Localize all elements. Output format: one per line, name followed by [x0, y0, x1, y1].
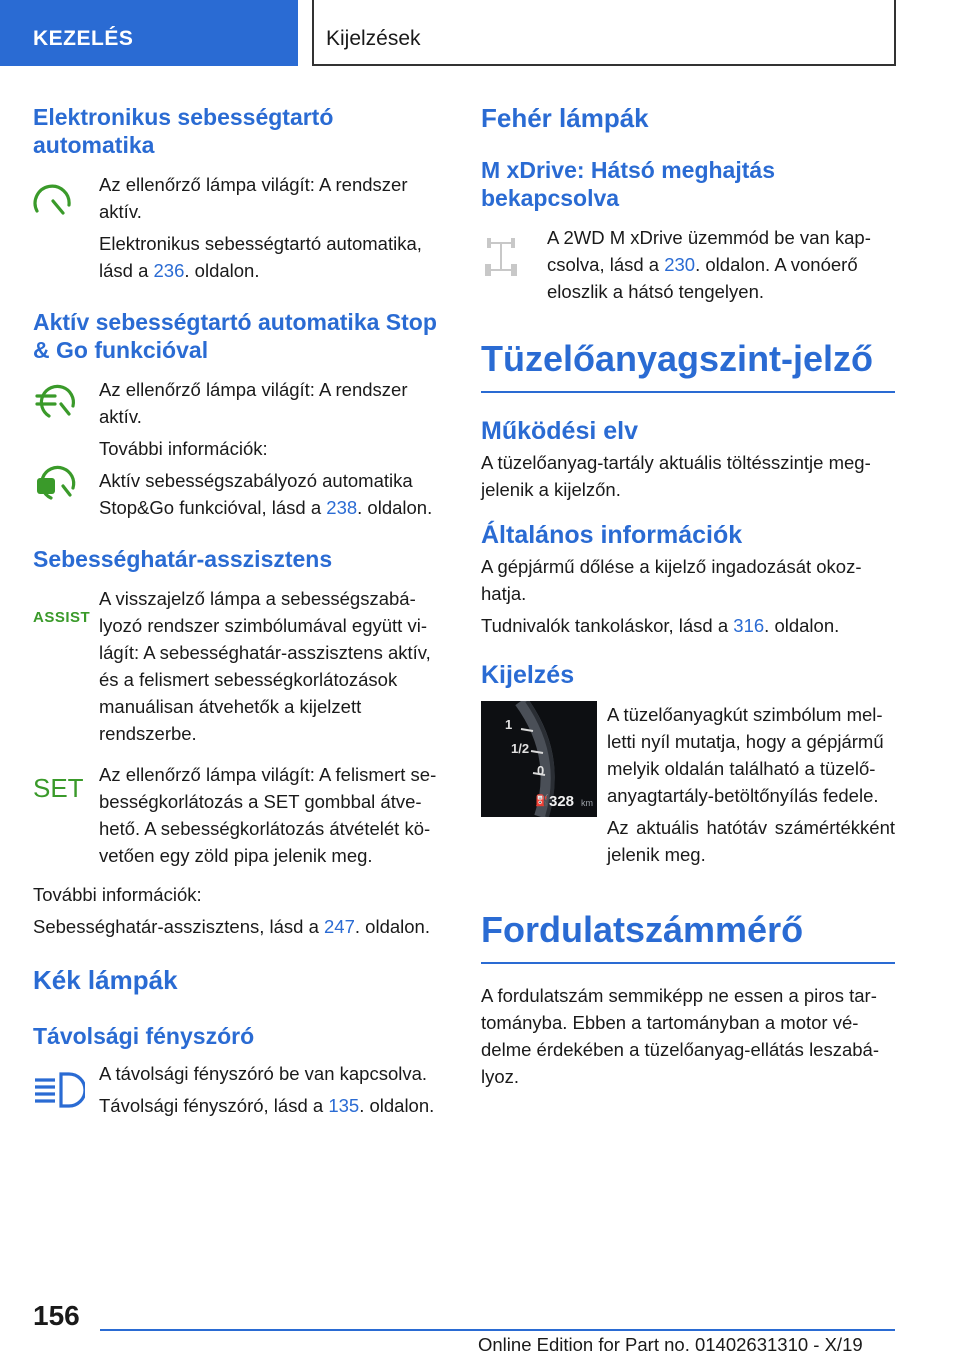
heading-general-info: Általános információk [481, 521, 743, 549]
high-beam-icon [33, 1070, 85, 1110]
set-text: Az ellenőrző lámpa világít: A felismert sebességkorlátozás a SET gombbal átvehető. A sebességkorlátozás átvételét követően egy zöld pipa jelenik meg. [99, 764, 437, 866]
display-text: A tüzelőanyagkút szimbólum melletti nyíl mutatja, hogy a gépjármű melyik oldalán található a tüzelőanyagtartály-betöltőnyílás fedele. [607, 704, 884, 806]
rear-drive-icon [481, 234, 521, 280]
page-link-135[interactable]: 135 [328, 1095, 360, 1116]
xdrive-block [481, 224, 895, 305]
gauge-range: 328 [549, 793, 575, 810]
heading-display: Kijelzés [481, 661, 575, 689]
range-text: Az aktuális hatótáv számértékként jelenik meg. [607, 817, 895, 865]
general-info-text: A gépjármű dőlése a kijelző ingadozását okozhatja. [481, 556, 862, 604]
fuel-pump-icon: ⛽ [535, 795, 549, 807]
heading-tachometer: Fordulatszámmérő [481, 908, 895, 964]
heading-fuel-gauge: Tüzelőanyagszint-jelző [481, 337, 895, 393]
high-beam-ref: Távolsági fényszóró, lásd a 135. oldalon. [99, 1095, 435, 1116]
page-link-236[interactable]: 236 [153, 260, 185, 281]
heading-xdrive: M xDrive: Hátsó meghajtás bekapcsolva [481, 157, 775, 211]
heading-high-beam: Távolsági fényszóró [33, 1023, 255, 1049]
right-column [481, 100, 895, 1090]
edition-info: Online Edition for Part no. 01402631310 - X/19 [478, 1334, 863, 1355]
high-beam-text: A távolsági fényszóró be van kapcsolva. [99, 1063, 428, 1084]
section-title: KEZELÉS [33, 27, 134, 50]
set-block [33, 761, 438, 869]
gauge-mark-half: 1/2 [511, 741, 530, 756]
heading-acc-stop-go: Aktív sebességtartó automatika Stop & Go funkcióval [33, 309, 437, 363]
cruise-control-icon [33, 181, 73, 221]
page-link-316[interactable]: 316 [733, 615, 765, 636]
cruise-control-text: Az ellenőrző lámpa világít: A rendszer aktív. [99, 174, 408, 222]
speed-assist-more-info: További információk: [33, 884, 202, 905]
gauge-unit: km [581, 798, 593, 808]
footer-divider [100, 1329, 895, 1331]
speed-assist-ref: Sebességhatár-asszisztens, lásd a 247. oldalon. [33, 916, 430, 937]
speed-assist-block [33, 585, 438, 747]
cruise-control-ref: Elektronikus sebességtartó automatika, lásd a 236. oldalon. [99, 233, 422, 281]
acc-vehicle-icon [33, 464, 77, 504]
fuel-gauge-image [481, 701, 597, 817]
xdrive-text: A 2WD M xDrive üzemmód be van kapcsolva, lásd a 230. oldalon. A vonóerő eloszlik a hátsó tengelyen. [547, 227, 871, 302]
chapter-header [312, 0, 896, 66]
section-tab [0, 0, 298, 66]
heading-white-lamps: Fehér lámpák [481, 103, 649, 133]
acc-text: Az ellenőrző lámpa világít: A rendszer aktív. [99, 379, 408, 427]
display-block [481, 701, 895, 868]
gauge-mark-empty: 0 [537, 763, 545, 778]
gauge-mark-full: 1 [505, 717, 513, 732]
acc-block [33, 376, 438, 521]
heading-speed-limit-assist: Sebességhatár-asszisztens [33, 546, 333, 572]
page-number: 156 [33, 1300, 80, 1331]
principle-text: A tüzelőanyag-tartály aktuális töltésszintje megjelenik a kijelzőn. [481, 452, 871, 500]
chapter-title: Kijelzések [326, 27, 421, 50]
acc-ref: Aktív sebességszabályozó automatika Stop&Go funkcióval, lásd a 238. oldalon. [99, 470, 433, 518]
high-beam-block [33, 1060, 438, 1119]
speed-assist-text: A visszajelző lámpa a sebességszabályozó rendszer szimbólumával együtt világít: A sebességhatár-asszisztens aktív, és a felismert sebességkorlátozások manuálisan átvehetők a kijelzett rendszerbe. [99, 588, 431, 744]
left-column [33, 100, 438, 1119]
heading-principle: Működési elv [481, 417, 638, 445]
cruise-control-block [33, 171, 438, 284]
page-link-230[interactable]: 230 [664, 254, 696, 275]
acc-more-info: További információk: [99, 438, 268, 459]
page-link-247[interactable]: 247 [324, 916, 355, 937]
refuel-ref: Tudnivalók tankoláskor, lásd a 316. oldalon. [481, 615, 840, 636]
tachometer-text: A fordulatszám semmiképp ne essen a piros tartományba. Ebben a tartományban a motor védelme érdekében a tüzelőanyag-ellátás leszabályoz. [481, 985, 880, 1087]
heading-blue-lamps: Kék lámpák [33, 965, 178, 995]
heading-cruise-control: Elektronikus sebességtartó automatika [33, 104, 334, 158]
acc-stop-go-icon [33, 382, 77, 422]
page-link-238[interactable]: 238 [326, 497, 358, 518]
set-icon: SET [33, 773, 84, 803]
assist-icon: ASSIST [33, 609, 91, 626]
